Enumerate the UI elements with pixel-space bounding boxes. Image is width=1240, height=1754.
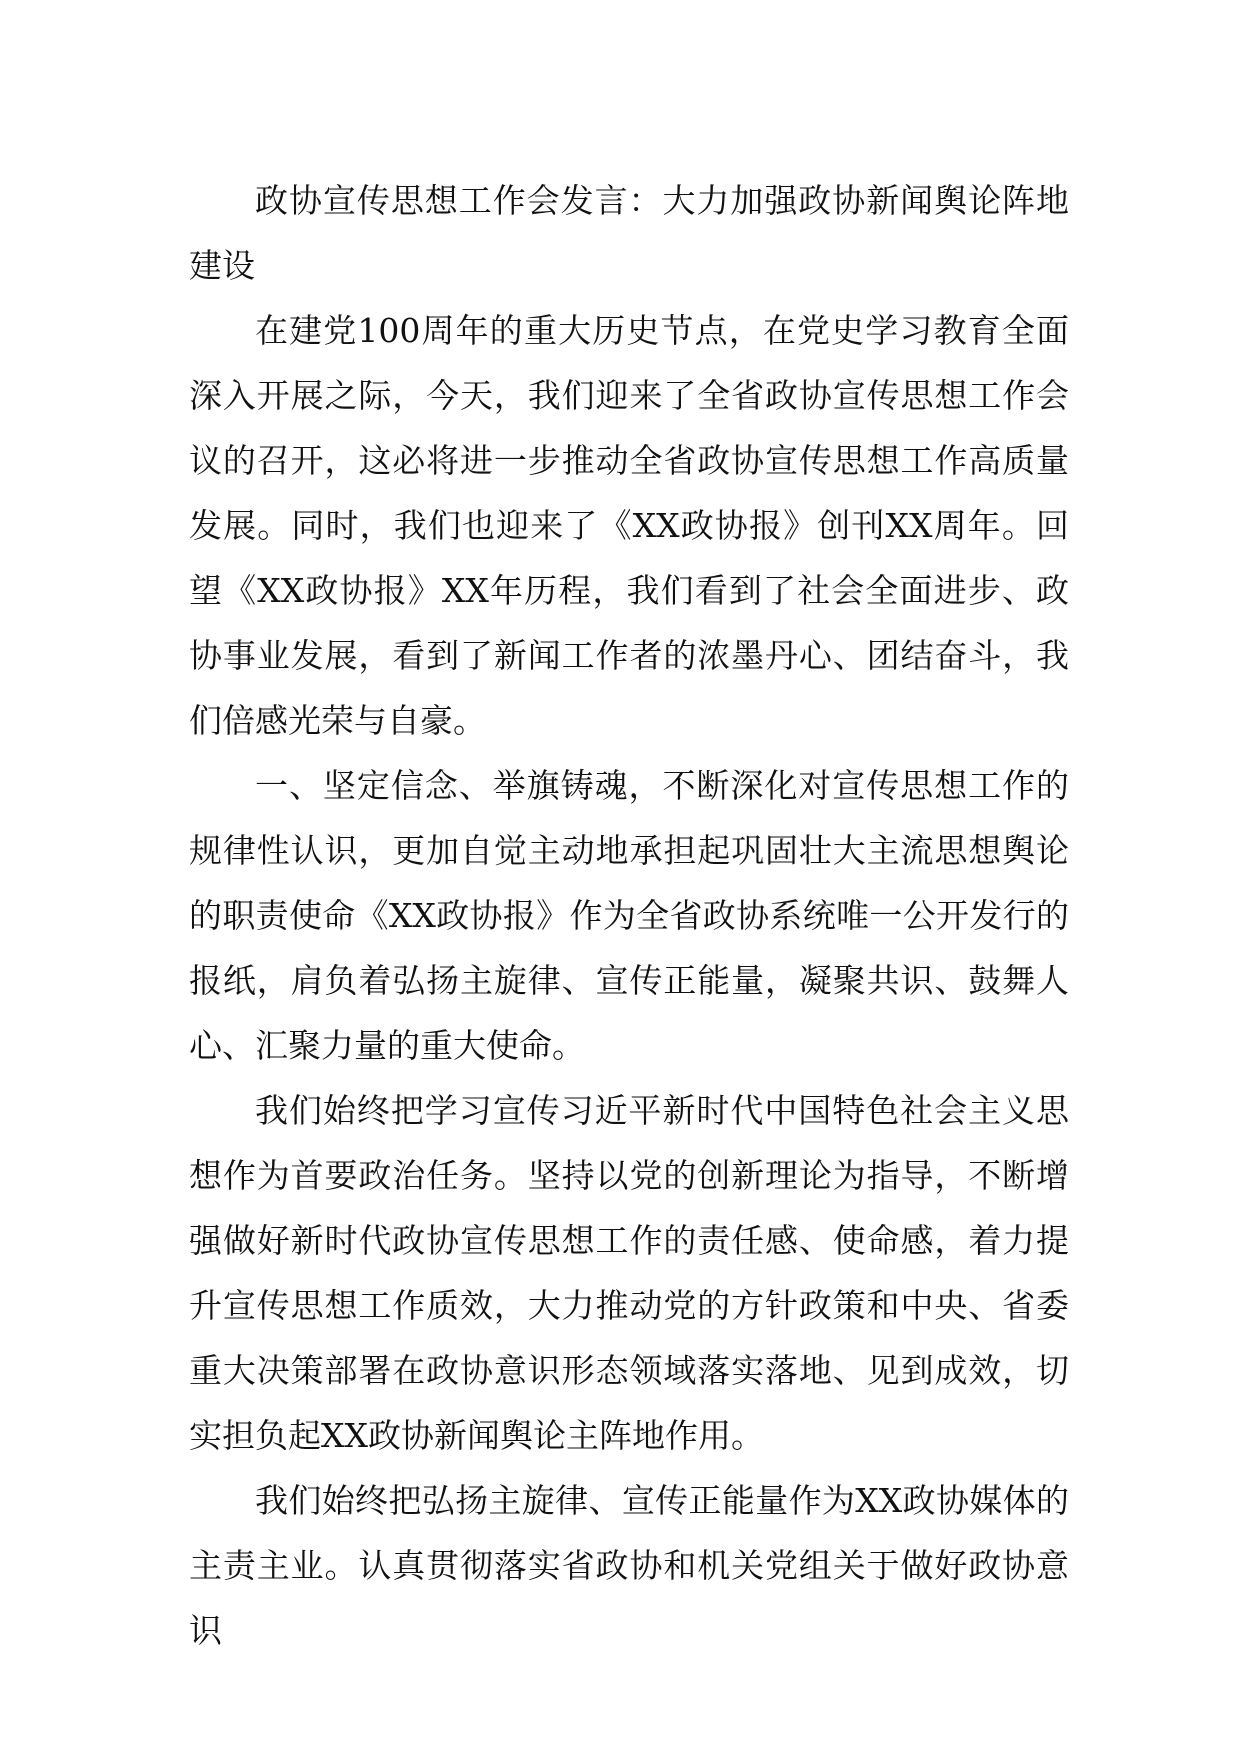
paragraph-3: 我们始终把学习宣传习近平新时代中国特色社会主义思想作为首要政治任务。坚持以党的创新理论为指导，不断增强做好新时代政协宣传思想工作的责任感、使命感，着力提升宣传思想工作质效，大力推动党的方针政策和中央、省委重大决策部署在政协意识形态领域落实落地、见到成效，切实担负起XX政协新闻舆论主阵地作用。 bbox=[189, 1091, 1069, 1455]
document-body bbox=[189, 168, 1069, 1663]
paragraph-1: 在建党100周年的重大历史节点，在党史学习教育全面深入开展之际，今天，我们迎来了全省政协宣传思想工作会议的召开，这必将进一步推动全省政协宣传思想工作高质量发展。同时，我们也迎来了《XX政协报》创刊XX周年。回望《XX政协报》XX年历程，我们看到了社会全面进步、政协事业发展，看到了新闻工作者的浓墨丹心、团结奋斗，我们倍感光荣与自豪。 bbox=[189, 311, 1069, 740]
document-title: 政协宣传思想工作会发言：大力加强政协新闻舆论阵地建设 bbox=[189, 181, 1069, 285]
paragraph-2: 一、坚定信念、举旗铸魂，不断深化对宣传思想工作的规律性认识，更加自觉主动地承担起巩固壮大主流思想舆论的职责使命《XX政协报》作为全省政协系统唯一公开发行的报纸，肩负着弘扬主旋律、宣传正能量，凝聚共识、鼓舞人心、汇聚力量的重大使命。 bbox=[189, 766, 1069, 1065]
paragraph-4: 我们始终把弘扬主旋律、宣传正能量作为XX政协媒体的主责主业。认真贯彻落实省政协和机关党组关于做好政协意识 bbox=[189, 1481, 1069, 1650]
